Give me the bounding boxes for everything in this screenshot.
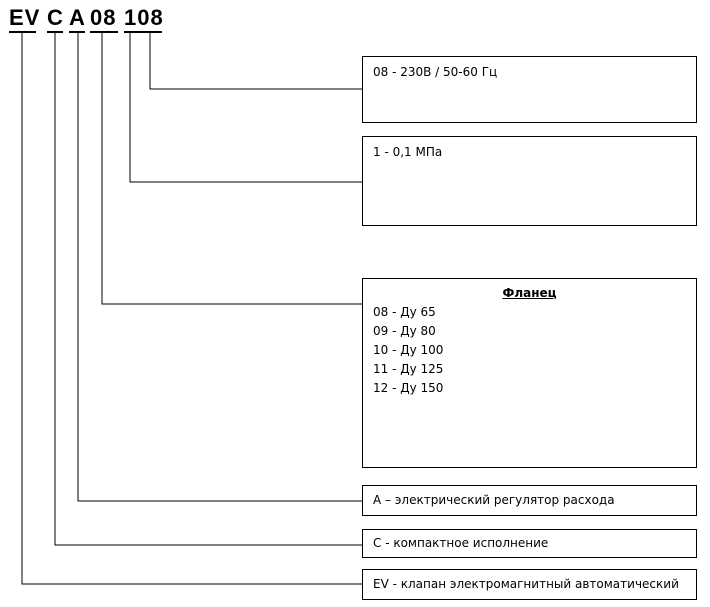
code-segment-params: 108 [124, 5, 164, 30]
code-segment-c: C [47, 5, 64, 30]
connector-voltage [150, 33, 362, 89]
connector-flange [102, 33, 362, 304]
underline-c [47, 31, 63, 33]
compact-box [362, 529, 697, 558]
code-segment-flange: 08 [90, 5, 117, 30]
pressure-box [362, 136, 697, 226]
connector-compact [55, 33, 362, 545]
flange-options [363, 303, 696, 398]
regulator-box [362, 485, 697, 516]
flange-box [362, 278, 697, 468]
flange-option: 10 - Ду 100 [373, 343, 444, 357]
compact-text: С - компактное исполнение [373, 536, 549, 550]
model-code [0, 0, 200, 40]
code-segment-ev: EV [9, 5, 41, 30]
underline-a [69, 31, 85, 33]
code-segment-a: A [69, 5, 86, 30]
underline-params [124, 31, 162, 33]
connector-pressure [130, 33, 362, 182]
flange-option: 08 - Ду 65 [373, 305, 436, 319]
underline-flange [90, 31, 118, 33]
flange-title: Фланец [502, 286, 557, 300]
flange-option: 12 - Ду 150 [373, 381, 444, 395]
underline-ev [9, 31, 36, 33]
regulator-text: А – электрический регулятор расхода [373, 493, 615, 507]
voltage-box [362, 56, 697, 123]
flange-option: 09 - Ду 80 [373, 324, 436, 338]
connector-regulator [78, 33, 362, 501]
pressure-text: 1 - 0,1 МПа [373, 145, 443, 159]
voltage-text: 08 - 230В / 50-60 Гц [373, 65, 498, 79]
valve-text: EV - клапан электромагнитный автоматический [373, 577, 679, 591]
flange-option: 11 - Ду 125 [373, 362, 444, 376]
valve-box [362, 569, 697, 600]
